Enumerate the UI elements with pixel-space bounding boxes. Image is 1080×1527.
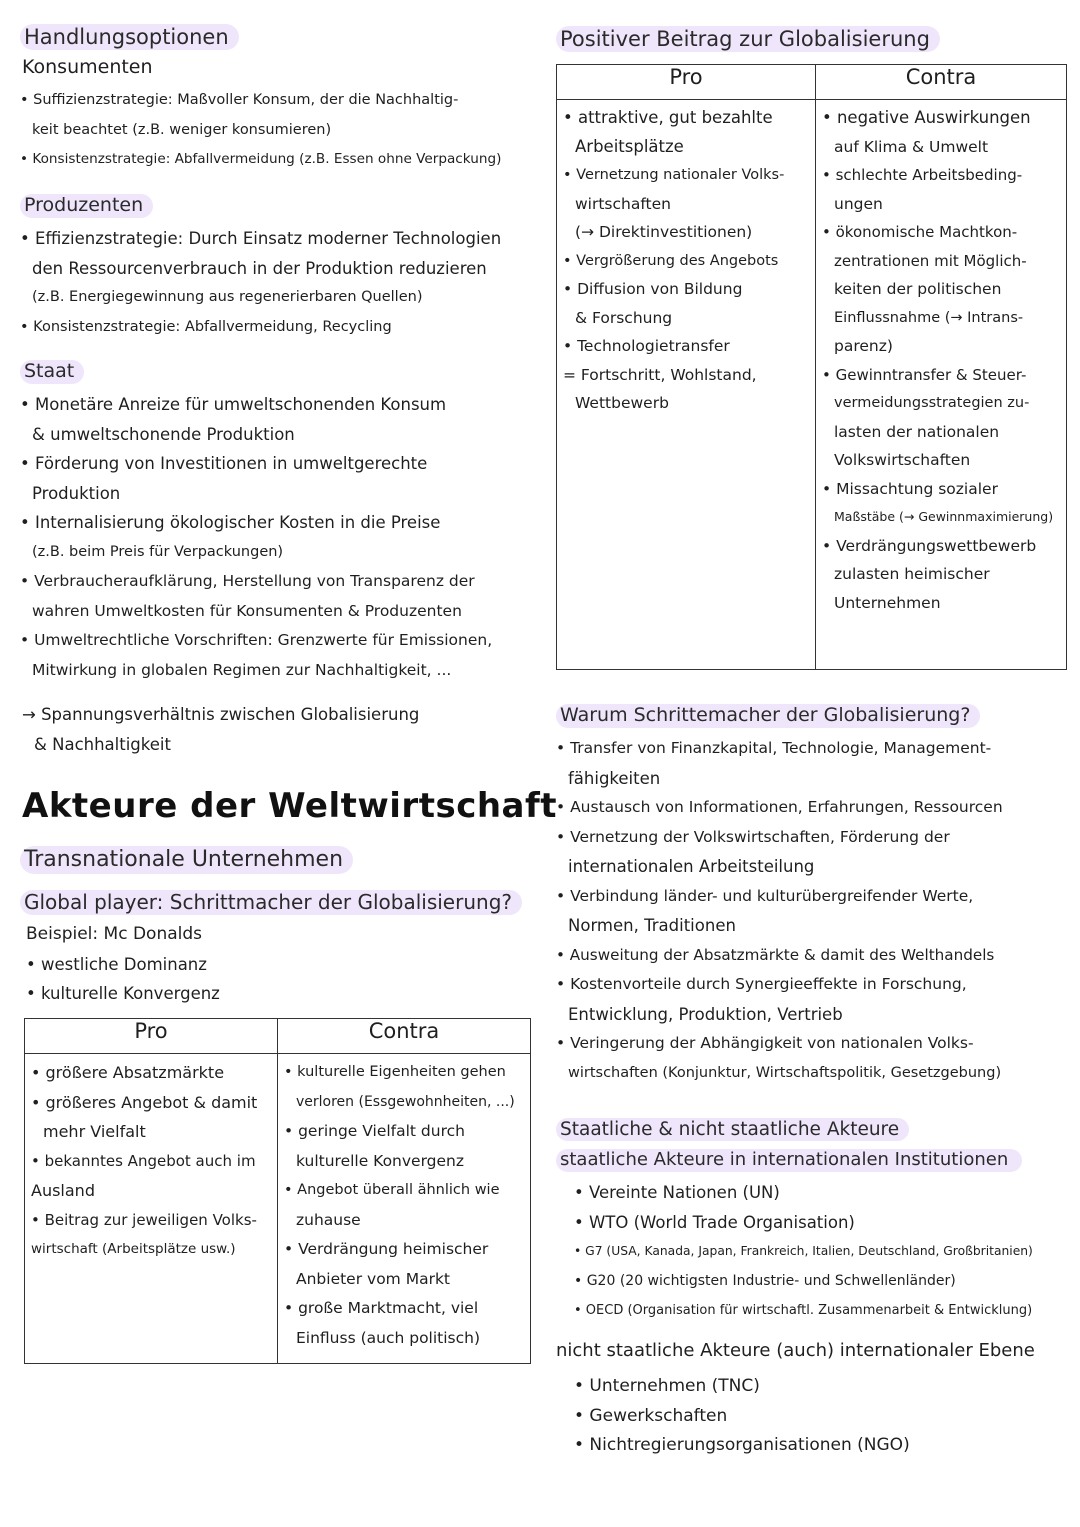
list-item: • größere Absatzmärkte — [31, 1063, 225, 1082]
list-item: • Verbindung länder- und kulturübergreifender Werte, — [556, 886, 974, 905]
contra-cell — [816, 100, 1067, 670]
list-item: • Gewerkschaften — [574, 1405, 728, 1426]
list-item: • OECD (Organisation für wirtschaftl. Zusammenarbeit & Entwicklung) — [574, 1303, 1033, 1318]
konsumenten-list — [20, 86, 550, 175]
list-item: • kulturelle Konvergenz — [26, 984, 220, 1003]
list-item: • Technologietransfer — [563, 337, 730, 355]
list-item: (z.B. beim Preis für Verpackungen) — [32, 543, 284, 560]
warum-list — [556, 734, 1071, 1088]
conclusion-line: & Nachhaltigkeit — [34, 734, 171, 754]
list-item: • Kostenvorteile durch Synergieeffekte in Forschung, — [556, 975, 967, 993]
list-item: • attraktive, gut bezahlte — [563, 108, 773, 127]
list-item: & Forschung — [575, 308, 673, 327]
contra-header: Contra — [278, 1019, 531, 1054]
list-item: • Umweltrechtliche Vorschriften: Grenzwerte für Emissionen, — [20, 631, 493, 649]
list-item: • Transfer von Finanzkapital, Technologie, Management- — [556, 739, 992, 757]
list-item: • WTO (World Trade Organisation) — [574, 1212, 855, 1232]
list-item: • negative Auswirkungen — [822, 108, 1031, 127]
list-item: wirtschaften (Konjunktur, Wirtschaftspolitik, Gesetzgebung) — [568, 1064, 1002, 1081]
beispiel-list — [26, 920, 220, 1009]
staatliche-akteure-title: Staatliche & nicht staatliche Akteure — [556, 1116, 909, 1141]
list-item: wirtschaften — [575, 194, 671, 213]
list-item: • Ausweitung der Absatzmärkte & damit des Welthandels — [556, 945, 995, 964]
list-item: mehr Vielfalt — [43, 1122, 146, 1141]
list-item: zulasten heimischer — [834, 565, 990, 583]
list-item: = Fortschritt, Wohlstand, — [563, 365, 757, 384]
mcdonalds-pro-contra-table — [24, 1018, 531, 1364]
staat-title: Staat — [20, 358, 84, 384]
list-item: Mitwirkung in globalen Regimen zur Nachhaltigkeit, ... — [32, 660, 452, 679]
list-item: fähigkeiten — [568, 768, 661, 788]
list-item: verloren (Essgewohnheiten, ...) — [296, 1093, 515, 1110]
list-item: • Monetäre Anreize für umweltschonenden Konsum — [20, 395, 447, 414]
pro-cell — [557, 100, 816, 670]
staatliche-institutionen-title: staatliche Akteure in internationalen Institutionen — [556, 1146, 1022, 1172]
list-item: Entwicklung, Produktion, Vertrieb — [568, 1004, 843, 1024]
list-item: Beispiel: Mc Donalds — [26, 924, 203, 944]
list-item: ungen — [834, 194, 883, 213]
list-item: • kulturelle Eigenheiten gehen — [284, 1064, 506, 1080]
list-item: Normen, Traditionen — [568, 916, 736, 935]
conclusion-line: → Spannungsverhältnis zwischen Globalisierung — [22, 705, 420, 724]
list-item: • Nichtregierungsorganisationen (NGO) — [574, 1435, 910, 1455]
tnc-title: Transnationale Unternehmen — [20, 846, 353, 874]
list-item: lasten der nationalen — [834, 422, 1000, 441]
contra-header: Contra — [816, 65, 1067, 100]
contra-cell — [278, 1054, 531, 1364]
list-item: (→ Direktinvestitionen) — [575, 223, 753, 241]
staat-list — [20, 390, 550, 685]
list-item: • Unternehmen (TNC) — [574, 1376, 760, 1396]
list-item: • Diffusion von Bildung — [563, 280, 743, 298]
list-item: • ökonomische Machtkon- — [822, 223, 1018, 241]
list-item: • große Marktmacht, viel — [284, 1299, 479, 1317]
list-item: • Angebot überall ähnlich wie — [284, 1182, 500, 1198]
list-item: Produktion — [32, 483, 121, 503]
staatlich-list — [574, 1178, 1074, 1326]
pro-cell — [25, 1054, 278, 1364]
list-item: • Konsistenzstrategie: Abfallvermeidung, Recycling — [20, 318, 392, 335]
list-item: Unternehmen — [834, 593, 941, 612]
list-item: • Vernetzung der Volkswirtschaften, Förderung der — [556, 827, 950, 846]
list-item: Arbeitsplätze — [575, 136, 684, 156]
list-item: • Austausch von Informationen, Erfahrungen, Ressourcen — [556, 798, 1003, 816]
list-item: wirtschaft (Arbeitsplätze usw.) — [31, 1241, 236, 1257]
pro-header: Pro — [557, 65, 816, 100]
list-item: den Ressourcenverbrauch in der Produktion reduzieren — [32, 258, 487, 278]
list-item: • Konsistenzstrategie: Abfallvermeidung (z.B. Essen ohne Verpackung) — [20, 151, 502, 167]
list-item: zuhause — [296, 1210, 361, 1229]
global-player-title: Global player: Schrittmacher der Globalisierung? — [20, 890, 522, 915]
globalisierung-pro-contra-table — [556, 64, 1067, 670]
positiver-beitrag-title: Positiver Beitrag zur Globalisierung — [556, 26, 940, 52]
list-item: • Verdrängungswettbewerb — [822, 536, 1037, 555]
list-item: • Verbraucheraufklärung, Herstellung von Transparenz der — [20, 572, 475, 590]
list-item: Volkswirtschaften — [834, 451, 971, 469]
produzenten-title: Produzenten — [20, 192, 153, 218]
list-item: • Veringerung der Abhängigkeit von nationalen Volks- — [556, 1034, 974, 1052]
conclusion — [22, 700, 542, 759]
list-item: • schlechte Arbeitsbeding- — [822, 166, 1023, 184]
pro-header: Pro — [25, 1019, 278, 1054]
list-item: • bekanntes Angebot auch im — [31, 1151, 256, 1170]
list-item: • Verdrängung heimischer — [284, 1240, 489, 1258]
warum-schrittmacher-title: Warum Schrittemacher der Globalisierung? — [556, 702, 980, 728]
list-item: • Suffizienzstrategie: Maßvoller Konsum, der die Nachhaltig- — [20, 92, 459, 108]
list-item: • Beitrag zur jeweiligen Volks- — [31, 1210, 257, 1229]
list-item: • G7 (USA, Kanada, Japan, Frankreich, Italien, Deutschland, Großbritanien) — [574, 1244, 1033, 1258]
list-item: Einflussnahme (→ Intrans- — [834, 309, 1024, 326]
handlungsoptionen-title: Handlungsoptionen — [20, 24, 239, 50]
list-item: & umweltschonende Produktion — [32, 424, 295, 444]
nicht-staatliche-akteure-title: nicht staatliche Akteure (auch) internationaler Ebene — [556, 1340, 1035, 1361]
list-item: zentrationen mit Möglich- — [834, 251, 1027, 270]
list-item: internationalen Arbeitsteilung — [568, 857, 815, 876]
list-item: • Effizienzstrategie: Durch Einsatz moderner Technologien — [20, 229, 502, 248]
list-item: • Vergrößerung des Angebots — [563, 252, 779, 269]
list-item: keiten der politischen — [834, 280, 1002, 298]
list-item: • Internalisierung ökologischer Kosten in die Preise — [20, 513, 441, 532]
list-item: • geringe Vielfalt durch — [284, 1122, 465, 1140]
list-item: • größeres Angebot & damit — [31, 1092, 258, 1112]
list-item: wahren Umweltkosten für Konsumenten & Produzenten — [32, 601, 462, 620]
list-item: • Vernetzung nationaler Volks- — [563, 167, 785, 183]
list-item: keit beachtet (z.B. weniger konsumieren) — [32, 121, 332, 138]
list-item: • Gewinntransfer & Steuer- — [822, 365, 1027, 384]
list-item: (z.B. Energiegewinnung aus regenerierbaren Quellen) — [32, 289, 423, 305]
produzenten-list — [20, 224, 550, 342]
nicht-staatlich-list — [574, 1372, 1074, 1461]
akteure-weltwirtschaft-title: Akteure der Weltwirtschaft — [22, 786, 558, 826]
list-item: auf Klima & Umwelt — [834, 137, 989, 156]
konsumenten-title: Konsumenten — [22, 56, 153, 78]
list-item: • westliche Dominanz — [26, 954, 207, 974]
list-item: kulturelle Konvergenz — [296, 1151, 465, 1170]
list-item: • G20 (20 wichtigsten Industrie- und Schwellenländer) — [574, 1272, 956, 1289]
list-item: • Förderung von Investitionen in umweltgerechte — [20, 454, 428, 473]
list-item: • Vereinte Nationen (UN) — [574, 1183, 780, 1202]
list-item: Wettbewerb — [575, 394, 669, 412]
list-item: Anbieter vom Markt — [296, 1269, 451, 1288]
list-item: • Missachtung sozialer — [822, 479, 998, 498]
list-item: Einfluss (auch politisch) — [296, 1328, 481, 1347]
list-item: Maßstäbe (→ Gewinnmaximierung) — [834, 509, 1054, 524]
list-item: parenz) — [834, 337, 893, 355]
list-item: Ausland — [31, 1181, 95, 1200]
list-item: vermeidungsstrategien zu- — [834, 395, 1030, 411]
